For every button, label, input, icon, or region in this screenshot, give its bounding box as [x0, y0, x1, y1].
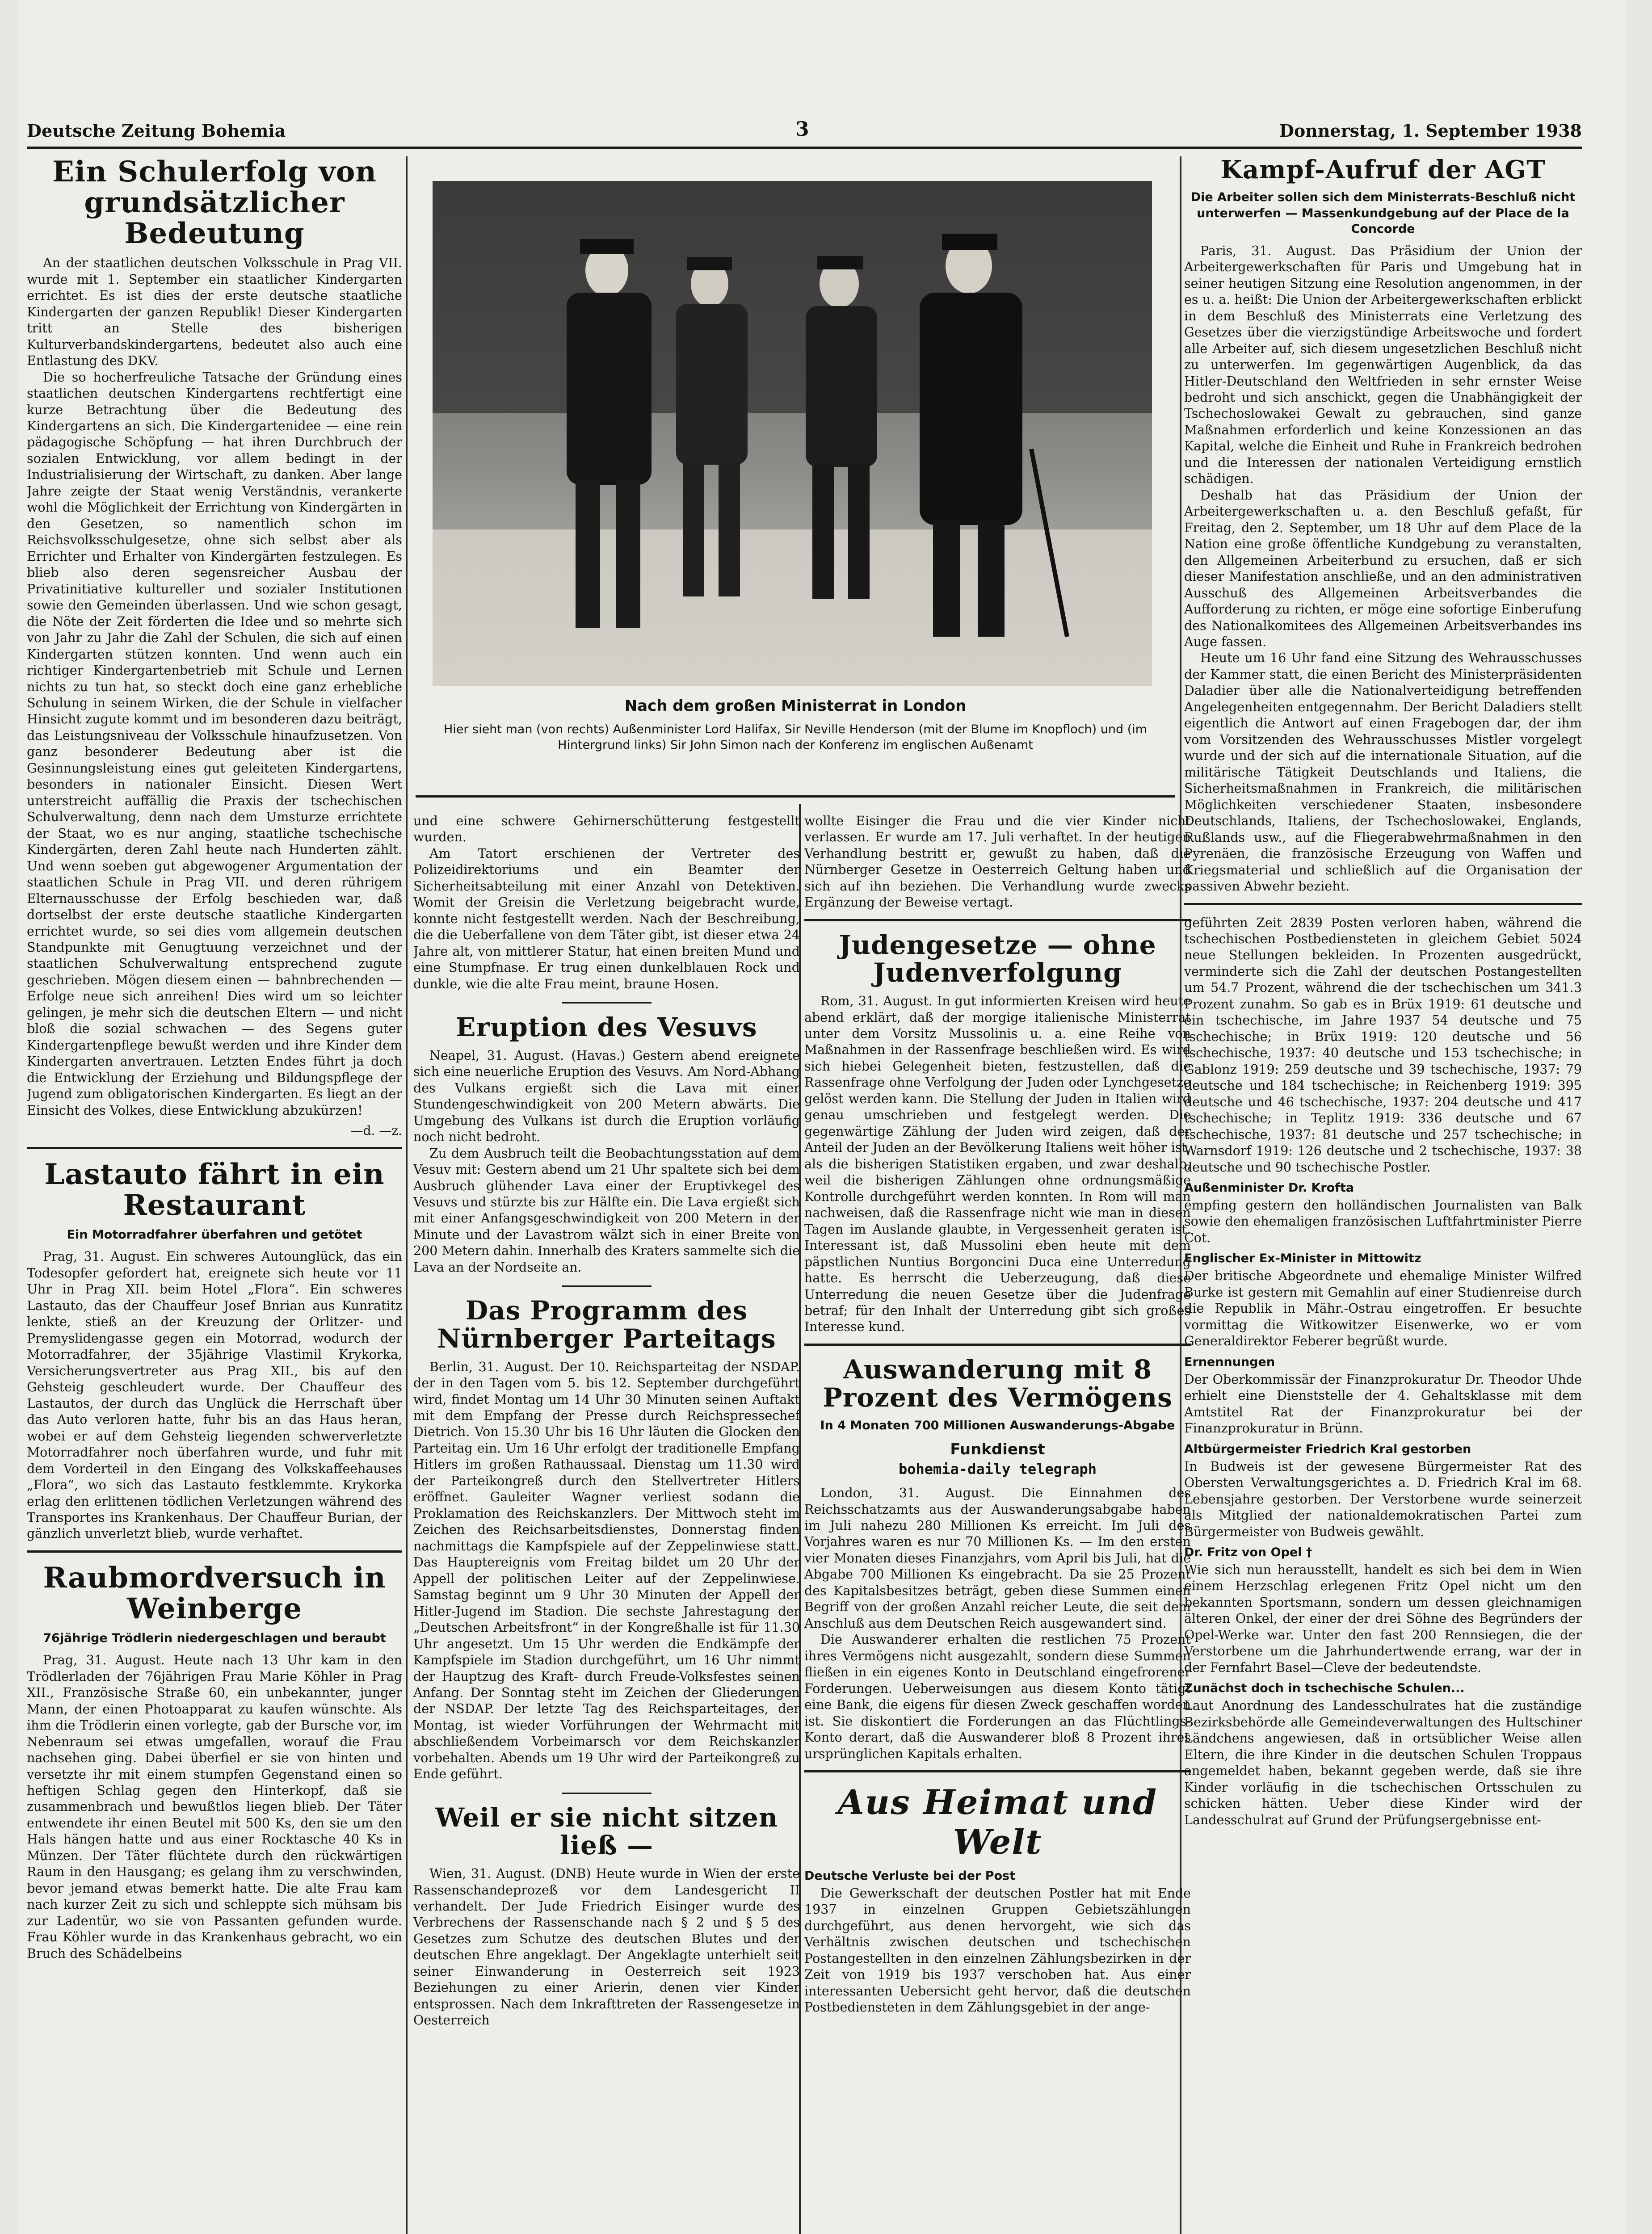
- separator: [562, 1793, 652, 1794]
- news-photo: [433, 181, 1152, 686]
- article-post-continuation: [1184, 915, 1582, 1176]
- paragraph: und eine schwere Gehirnerschütterung festgestellt wurden.: [413, 814, 800, 845]
- photo-block: [416, 163, 1175, 793]
- brief-text: In Budweis ist der gewesene Bürgermeister Rat des Obersten Verwaltungsgerichtes a. D. Friedrich Kral im 68. Lebensjahre gestorben. Der Verstorbene wurde seinerzeit als Mitglied der nationaldemokratischen Partei zum Bürgermeister von Budweis gewählt.: [1184, 1459, 1582, 1539]
- service-line-telegraph: bohemia-daily telegraph: [898, 1461, 1097, 1478]
- kicker-opel: Dr. Fritz von Opel †: [1184, 1545, 1312, 1559]
- kicker-krofta: Außenminister Dr. Krofta: [1184, 1181, 1354, 1195]
- article-raubmord: [27, 1652, 402, 1962]
- paragraph: An der staatlichen deutschen Volksschule in Prag VII. wurde mit 1. September ein staatlicher Kindergarten errichtet. Es ist dies der erste deutsche staatliche Kindergarten der ganzen Republik! Dieser Kindergarten tritt an Stelle des bisherigen Kulturverbandskindergartens, bedeutet also auch eine Entlastung des DKV.: [27, 256, 402, 369]
- article-vesuv: [413, 1048, 800, 1276]
- brief-text: empfing gestern den holländischen Journalisten van Balk sowie den ehemaligen französischen Luftfahrtminister Pierre Cot.: [1184, 1198, 1582, 1245]
- separator: [804, 1344, 1191, 1346]
- paragraph: Die Gewerkschaft der deutschen Postler hat mit Ende 1937 in einzelnen Gruppen Gebietszählungen durchgeführt, aus denen hervorgeht, wie sich das Verhältnis zwischen deutschen und tschechischen Postangestellten in den einzelnen Zählungsbezirken in der Zeit von 1919 bis 1937 verschoben hat. Aus einer interessanten Uebersicht geht hervor, daß die deutschen Postbediensteten in dem Zählungsgebiet in der ange-: [804, 1886, 1191, 2015]
- article-continuation: [804, 813, 1191, 911]
- paragraph: Deshalb hat das Präsidium der Union der Arbeitergewerkschaften u. a. den Beschluß gefaßt, für Freitag, den 2. September, um 18 Uhr auf dem Place de la Nation eine große öffentliche Kundgebung zu veranstalten, den Allgemeinen Arbeiterbund zu ersuchen, daß er sich dieser Manifestation anschließe, und an den administrativen Ausschuß des Allgemeinen Arbeitsverbandes die Aufforderung zu richten, er möge eine sofortige Einberufung des Nationalkomitees des Allgemeinen Arbeitsverbandes ins Auge fassen.: [1184, 487, 1582, 649]
- paragraph: London, 31. August. Die Einnahmen des Reichsschatzamts aus der Auswanderungsabgabe haben im Juli nahezu 280 Millionen Ks erreicht. Im Juli des Vorjahres waren es nur 70 Millionen Ks. — Im den ersten vier Monaten dieses Finanzjahrs, vom April bis Juli, hat die Abgabe 700 Millionen Ks eingebracht. Da sie 25 Prozent des Kapitalsbesitzes beträgt, geben diese Summen einen Begriff von der großen Anzahl reicher Leute, die seit dem Anschluß aus dem Deutschen Reich ausgewandert sind.: [804, 1486, 1191, 1631]
- paragraph: Rom, 31. August. In gut informierten Kreisen wird heute abend erklärt, daß der morgige italienische Ministerrat unter dem Vorsitz Mussolinis u. a. eine Reihe von Maßnahmen in der Rassenfrage beschließen wird. Es wird sich hiebei Gelegenheit bieten, festzustellen, daß die Rassenfrage ohne Verfolgung der Juden oder Lynchgesetze gelöst werden kann. Die Stellung der Juden in Italien wird genau umschrieben und festgelegt werden. Die gegenwärtige Zählung der Juden wird zeigen, daß der Anteil der Juden an der Bevölkerung Italiens weit höher ist, als die bisherigen Statistiken ergaben, und zwar deshalb, weil die bisherigen Zählungen ohne ordnungsmäßige Kontrolle durchgeführt werden konnten. In Rom will man nachweisen, daß die Rassenfrage nicht wie man in diesen Tagen im Auslande glaubte, in Vergessenheit geraten ist. Interessant ist, daß Mussolini eben heute mit dem päpstlichen Nuntius Borgoncini Duca eine Unterredung hatte. Es herrscht die Ueberzeugung, daß diese Unterredung die neuen Gesetze über die Judenfrage betraf; für den Inhalt der Unterredung gibt sich großes Interesse kund.: [804, 994, 1191, 1335]
- page-number: 3: [795, 118, 809, 141]
- column-rule: [406, 156, 408, 2234]
- separator: [416, 795, 1175, 798]
- news-brief: [1184, 1545, 1582, 1676]
- masthead: [27, 115, 1582, 149]
- paragraph: Zu dem Ausbruch teilt die Beobachtungsstation auf dem Vesuv mit: Gestern abend um 21 Uhr spaltete sich bei dem Ausbruch glühender Lava einer der Eruptivkegel des Vesuvs und stürzte bis zur Hälfte ein. Die Lava ergießt sich mit einer Anfangsgeschwindigkeit von 200 Metern in der Minute und der Lavastrom wälzt sich in einer Breite von 200 Metern dahin. Innerhalb des Kraters sammelte sich die Lava an der Nordseite an.: [413, 1146, 800, 1275]
- section-heading-heimat-welt: Aus Heimat und Welt: [837, 1782, 1158, 1862]
- article-kampfaufruf: [1184, 243, 1582, 895]
- separator: [1184, 903, 1582, 905]
- photo-illustration: [433, 181, 1152, 686]
- headline-auswanderung: Auswanderung mit 8 Prozent des Vermögens: [823, 1354, 1173, 1413]
- column-4: [1184, 156, 1582, 2234]
- headline-schulerfolg: Ein Schulerfolg von grundsätzlicher Bedeutung: [52, 156, 377, 251]
- article-judengesetze: [804, 993, 1191, 1335]
- separator: [804, 919, 1191, 921]
- separator: [562, 1285, 652, 1287]
- headline-vesuv: Eruption des Vesuvs: [456, 1012, 757, 1043]
- subhead-lastauto: Ein Motorradfahrer überfahren und getötet: [67, 1228, 362, 1242]
- paragraph: Am Tatort erschienen der Vertreter des Polizeidirektoriums und ein Beamter der Sicherheitsabteilung mit einer Anzahl von Detektiven. Womit der Greisin die Verletzung beigebracht wurde, konnte nicht festgestellt werden. Nach der Beschreibung, die die Ueberfallene von dem Täter gibt, ist dieser etwa 24 Jahre alt, von mittlerer Statur, hat einen breiten Mund und eine Stumpfnase. Er trug einen dunkelblauen Rock und dunkle, wie die alte Frau meint, braune Hosen.: [413, 846, 800, 991]
- kicker-kral: Altbürgermeister Friedrich Kral gestorben: [1184, 1442, 1471, 1456]
- separator: [27, 1147, 402, 1149]
- headline-eisinger: Weil er sie nicht sitzen ließ —: [435, 1802, 778, 1861]
- article-auswanderung: [804, 1485, 1191, 1762]
- article-post: [804, 1885, 1191, 2016]
- news-brief: [1184, 1181, 1582, 1246]
- issue-date: Donnerstag, 1. September 1938: [1279, 121, 1582, 141]
- paragraph: Wien, 31. August. (DNB) Heute wurde in Wien der erste Rassenschandeprozeß vor dem Landesgericht II verhandelt. Der Jude Friedrich Eisinger wurde des Verbrechens der Rassenschande nach § 2 und § 5 des Gesetzes zum Schutze des deutschen Blutes und der deutschen Ehre angeklagt. Der Angeklagte unterhielt seit seiner Einwanderung in Oesterreich seit 1923 Beziehungen zu einer Arierin, denen vier Kinder entsprossen. Nach dem Inkrafttreten der Rassengesetze in Oesterreich: [413, 1866, 800, 2028]
- paragraph: wollte Eisinger die Frau und die vier Kinder nicht verlassen. Er wurde am 17. Juli verhaftet. In der heutigen Verhandlung bestritt er, gewußt zu haben, daß die Nürnberger Gesetze in Oesterreich Geltung haben und sich auf ihn beziehen. Die Verhandlung wurde zwecks Ergänzung der Beweise vertagt.: [804, 814, 1191, 910]
- paragraph: Heute um 16 Uhr fand eine Sitzung des Wehrausschusses der Kammer statt, die einen Bericht des Ministerpräsidenten Daladier über alle die Nationalverteidigung betreffenden Angelegenheiten entgegennahm. Der Bericht Daladiers stellt eigentlich die Antwort auf einen Fragebogen dar, der ihm vom Vorsitzenden des Wehrausschusses Mistler vorgelegt wurde und der sich auf die internationale Situation, auf die militärische Tätigkeit Deutschlands und Italiens, die Sicherheitsmaßnahmen in Frankreich, die militärischen Möglichkeiten verschiedener Staaten, insbesondere Deutschlands, Italiens, der Tschechoslowakei, Englands, Rußlands usw., auf die Fliegerabwehrmaßnahmen in den Pyrenäen, die französische Erzeugung von Waffen und Kriegsmaterial und schließlich auf die Organisation der passiven Abwehr bezieht.: [1184, 651, 1582, 894]
- article-eisinger: [413, 1866, 800, 2029]
- subhead-kampfaufruf: Die Arbeiter sollen sich dem Ministerrats-Beschluß nicht unterwerfen — Massenkundgebung auf der Place de la Concorde: [1190, 190, 1576, 236]
- headline-raubmord: Raubmordversuch in Weinberge: [43, 1561, 386, 1626]
- paragraph: Prag, 31. August. Heute nach 13 Uhr kam in den Trödlerladen der 76jährigen Frau Marie Köhler in Prag XII., Französische Straße 60, ein unbekannter, junger Mann, der einen Photoapparat zu kaufen wünschte. Als ihm die Trödlerin einen vorlegte, gab der Bursche vor, im Nebenraum sei etwas umgefallen, worauf die Frau nachsehen ging. Dabei überfiel er sie von hinten und versetzte ihr mit einem stumpfen Gegenstand einen so heftigen Schlag gegen den Hinterkopf, daß sie zusammenbrach und bewußtlos liegen blieb. Der Täter entwendete ihr einen Beutel mit 500 Ks, den sie um den Hals hängen hatte und aus einer Rocktasche 40 Ks in Münzen. Der Täter flüchtete durch den rückwärtigen Raum in den Hausgang; es gelang ihm zu verschwinden, bevor jemand etwas bemerkt hatte. Die alte Frau kam nach kurzer Zeit zu sich und schleppte sich mühsam bis zur Ladentür, wo sie von Passanten gefunden wurde. Frau Köhler wurde in das Krankenhaus gebracht, wo ein Bruch des Schädelbeins: [27, 1653, 402, 1961]
- subhead-auswanderung: In 4 Monaten 700 Millionen Auswanderungs-Abgabe: [820, 1419, 1175, 1433]
- column-1: [27, 156, 402, 2234]
- news-brief: [1184, 1681, 1582, 1828]
- brief-text: Laut Anordnung des Landesschulrates hat die zuständige Bezirksbehörde alle Gemeindeverwaltungen des Hultschiner Ländchens angewiesen, daß in ortsüblicher Weise allen Eltern, die ihre Kinder in die deutschen Schulen Troppaus angemeldet haben, bekannt gegeben werde, daß sie ihre Kinder vorläufig in die tschechischen Ortsschulen zu schicken hätten. Ueber diese Kinder wird der Landesschulrat auf Grund der Prüfungsergebnisse ent-: [1184, 1698, 1582, 1827]
- newspaper-name: Deutsche Zeitung Bohemia: [27, 121, 286, 141]
- article-schulerfolg: [27, 255, 402, 1119]
- paragraph: Neapel, 31. August. (Havas.) Gestern abend ereignete sich eine neuerliche Eruption des Vesuvs. Am Nord-Abhang des Vulkans ergießt sich die Lava mit einer Stundengeschwindigkeit von 200 Metern abwärts. Die Umgebung des Vulkans ist durch die Eruption vorläufig noch nicht bedroht.: [413, 1048, 800, 1145]
- news-brief: [1184, 1442, 1582, 1540]
- kicker-schulen: Zunächst doch in tschechische Schulen...: [1184, 1681, 1465, 1696]
- brief-text: Wie sich nun herausstellt, handelt es sich bei dem in Wien einem Herzschlag erlegenen Fritz Opel nicht um den bekannten Sportsmann, sondern um dessen gleichnamigen älteren Onkel, der einer der drei Söhne des Begründers der Opel-Werke war. Unter den fast 200 Rennsiegen, die der Verstorbene um die Jahrhundertwende errang, war der in der Fernfahrt Basel—Cleve der bedeutendste.: [1184, 1562, 1582, 1675]
- paragraph: geführten Zeit 2839 Posten verloren haben, während die tschechischen Postbediensteten in gleichem Gebiet 5024 neue Stellungen bekleiden. In Prozenten ausgedrückt, verminderte sich die Zahl der deutschen Postangestellten um 54.7 Prozent, während die der tschechischen um 341.3 Prozent zunahm. So gab es in Brüx 1919: 61 deutsche und ein tschechische, im Jahre 1937 54 deutsche und 75 tschechische; in Brüx 1919: 120 deutsche und 56 tschechische, 1937: 40 deutsche und 153 tschechische; in Gablonz 1919: 259 deutsche und 39 tschechische, 1937: 79 deutsche und 184 tschechische; in Reichenberg 1919: 395 deutsche und 46 tschechische, 1937: 204 deutsche und 417 tschechische; in Teplitz 1919: 336 deutsche und 67 tschechische, 1937: 81 deutsche und 257 tschechische; in Warnsdorf 1919: 126 deutsche und 2 tschechische, 1937: 38 deutsche und 90 tschechische Postler.: [1184, 915, 1582, 1175]
- separator: [804, 1770, 1191, 1772]
- headline-judengesetze: Judengesetze — ohne Judenverfolgung: [839, 929, 1156, 988]
- column-2: [413, 813, 800, 2234]
- separator: [27, 1550, 402, 1553]
- headline-lastauto: Lastauto fährt in ein Restaurant: [44, 1158, 385, 1222]
- news-brief: [1184, 1355, 1582, 1437]
- kicker-post: Deutsche Verluste bei der Post: [804, 1869, 1016, 1883]
- service-line-funkdienst: Funkdienst: [950, 1440, 1045, 1459]
- separator: [562, 1002, 652, 1004]
- paragraph: Prag, 31. August. Ein schweres Autounglück, das ein Todesopfer gefordert hat, ereignete sich heute vor 11 Uhr in Prag XII. beim Hotel „Flora“. Ein schweres Lastauto, das der Chauffeur Josef Bnrian aus Kunratitz lenkte, stieß an der Kreuzung der Orlitzer- und Premyslidengasse gegen ein Motorrad, wodurch der Motorradfahrer, der 35jährige Vlastimil Krykorka, Versicherungsvertreter aus Prag XII., bis auf den Gehsteig geschleudert wurde. Der Chauffeur des Lastautos, der durch das Unglück die Herrschaft über das Auto verloren hatte, fuhr bis an das Haus heran, wobei er auf dem Gehsteig liegenden schwerverletzte Motorradfahrer noch überfahren wurde, und fuhr mit dem Vorderteil in den Eingang des Volkskaffeehauses „Flora“, wo sich das Lastauto festklemmte. Krykorka erlag den erlittenen tödlichen Verletzungen während des Transportes ins Krankenhaus. Der Chauffeur Burian, der gänzlich unverletzt blieb, wurde verhaftet.: [27, 1249, 402, 1541]
- subhead-raubmord: 76jährige Trödlerin niedergeschlagen und beraubt: [43, 1631, 386, 1646]
- photo-caption: Hier sieht man (von rechts) Außenminister Lord Halifax, Sir Neville Henderson (mit der Blume im Knopfloch) und (im Hintergrund links) Sir John Simon nach der Konferenz im englischen Außenamt: [443, 722, 1148, 752]
- news-brief: [1184, 1251, 1582, 1349]
- paragraph: Die so hocherfreuliche Tatsache der Gründung eines staatlichen deutschen Kindergartens rechtfertigt eine kurze Betrachtung über die Bedeutung des Kindergartens an sich. Die Kindergartenidee — eine rein pädagogische Schöpfung — hat ihren Durchbruch der sozialen Entwicklung, vor allem bedingt in der Industrialisierung der Wirtschaft, zu danken. Aber lange Jahre zeigte der Staat wenig Verständnis, verankerte wohl die Möglichkeit der Errichtung von Kindergärten in den Gesetzen, so namentlich schon im Reichsvolksschulgesetze, ohne sich selbst aber als Errichter und Erhalter von Kindergärten festzulegen. Es blieb also deren segensreicher Ausbau der Privatinitiative kultureller und sozialer Institutionen sowie den Gemeinden überlassen. Und wie schon gesagt, die Nöte der Zeit förderten die Idee und so mehrte sich von Jahr zu Jahr die Zahl der Schulen, die sich auf einen Kindergarten stützen konnten. Und wenn auch ein richtiger Kindergartenbetrieb mit Schule und Lernen nichts zu tun hat, so steckt doch eine ganz erhebliche Schulung in seinem Wirken, die der Schule in vielfacher Hinsicht zugute kommt und im besonderen dazu beiträgt, das Leistungsniveau der Volksschule hinaufzusetzen. Von ganz besonderer Bedeutung aber ist die Gesinnungsleistung eines gut geleiteten Kindergartens, besonders in nationaler Einsicht. Diesen Wert unterstreicht auffällig die Praxis der tschechischen Schulverwaltung, denn nach dem Umsturze errichtete der Staat, wo es nur anging, staatliche tschechische Kindergärten, deren Zahl heute nach Hunderten zählt. Und wenn soeben gut abgewogener Argumentation der staatlichen Schule in Prag VII. und deren rührigem Elternausschusse der Erfolg beschieden war, daß dortselbst der erste deutsche staatliche Kindergarten errichtet wurde, so sei dies vom allgemein deutschen Standpunkte mit Genugtuung verzeichnet und der staatlichen Schulverwaltung entsprechend zugute geschrieben. Mögen diesem einen — bahnbrechenden — Erfolge neue sich anreihen! Dies wird um so leichter gelingen, je mehr sich die deutschen Eltern — und nicht bloß die sozial schwachen — des Segens guter Kindergartenpflege bewußt werden und ihre Kinder dem Kindergarten anvertrauen. Letzten Endes führt ja doch die Entwicklung der Erziehung und Bildungspflege der Jugend zum obligatorischen Kindergarten. Es liegt an der Einsicht des Volkes, diese Entwicklung abzukürzen!: [27, 370, 402, 1118]
- headline-kampfaufruf: Kampf-Aufruf der AGT: [1220, 156, 1546, 185]
- article-signature: —d. —z.: [350, 1123, 402, 1138]
- kicker-ex-minister: Englischer Ex-Minister in Mittowitz: [1184, 1251, 1421, 1266]
- paragraph: Berlin, 31. August. Der 10. Reichsparteitag der NSDAP. der in den Tagen vom 5. bis 12. September durchgeführt wird, findet Montag um 14 Uhr 30 Minuten seinen Auftakt mit dem Empfang der Presse durch Reichspressechef Dietrich. Von 15.30 Uhr bis 16 Uhr läuten die Glocken den Parteitag ein. Um 16 Uhr erfolgt der traditionelle Empfang Hitlers im großen Rathaussaal. Dienstag um 11.30 wird der Parteikongreß durch den Stellvertreter Hitlers eröffnet. Gauleiter Wagner verliest sodann die Proklamation des Reichskanzlers. Der Mittwoch steht im Zeichen des Reichsarbeitsdienstes, Donnerstag finden nachmittags die Kampfspiele auf der Zeppelinwiese statt. Das Hauptereignis vom Freitag bildet um 20 Uhr der Appell der politischen Leiter auf der Zeppelinwiese. Samstag beginnt um 9 Uhr 30 Minuten der Appell der Hitler-Jugend im Stadion. Die sechste Jahrestagung der „Deutschen Arbeitsfront“ in der Kongreßhalle ist für 11.30 Uhr angesetzt. Um 15 Uhr werden die Endkämpfe der Kampfspiele im Stadion durchgeführt, um 16 Uhr nimmt der Hauptzug des Kraft- durch Freude-Volksfestes seinen Anfang. Der Sonntag steht im Zeichen der Gliederungen der NSDAP. Der letzte Tag des Reichsparteitages, der Montag, ist wieder Vorführungen der Wehrmacht mit abschließendem Vorbeimarsch vor dem Reichskanzler vorbehalten. Abends um 19 Uhr wird der Parteikongreß zu Ende geführt.: [413, 1359, 800, 1782]
- column-3: [804, 813, 1191, 2234]
- photo-title: Nach dem großen Ministerrat in London: [624, 697, 967, 715]
- kicker-ernennungen: Ernennungen: [1184, 1355, 1275, 1369]
- article-continuation: [413, 813, 800, 992]
- headline-parteitag: Das Programm des Nürnberger Parteitags: [437, 1295, 776, 1354]
- article-lastauto: [27, 1249, 402, 1542]
- paragraph: Paris, 31. August. Das Präsidium der Union der Arbeitergewerkschaften für Paris und Umgebung hat in seiner heutigen Sitzung eine Resolution angenommen, in der es u. a. heißt: Die Union der Arbeitergewerkschaften erblickt in dem Beschluß des Ministerrats eine Verletzung des Gesetzes über die vierzigstündige Arbeitswoche und fordert alle Arbeiter auf, sich diesem ungesetzlichen Beschluß nicht zu unterwerfen. Im gegenwärtigen Augenblick, da das Hitler-Deutschland den Weltfrieden in sehr ernster Weise bedroht und sich anschickt, gegen die Unabhängigkeit der Tschechoslowakei Gewalt zu gebrauchen, sind ganze Maßnahmen erforderlich und keine Konzessionen an das Kapital, welche die Einheit und Ruhe in Frankreich bedrohen und die Interessen der nationalen Verteidigung ernstlich schädigen.: [1184, 243, 1582, 487]
- article-parteitag: [413, 1359, 800, 1783]
- paragraph: Die Auswanderer erhalten die restlichen 75 Prozent ihres Vermögens nicht ausgezahlt, sondern diese Summen fließen in ein eigenes Konto in Deutschland eingefrorener Forderungen. Ueberweisungen aus diesem Konto tätigt eine Bank, die eigens für diesen Zweck geschaffen worden ist. Sie diskontiert die Forderungen an das Flüchtlings-Konto derart, daß die Auswanderer bloß 8 Prozent ihres ursprünglichen Kapitals erhalten.: [804, 1632, 1191, 1761]
- brief-text: Der Oberkommissär der Finanzprokuratur Dr. Theodor Uhde erhielt eine Dienststelle der 4. Gehaltsklasse mit dem Amtstitel Rat der Finanzprokuratur bei der Finanzprokuratur in Brünn.: [1184, 1372, 1582, 1436]
- brief-text: Der britische Abgeordnete und ehemalige Minister Wilfred Burke ist gestern mit Gemahlin auf einer Studienreise durch die Republik in Mähr.-Ostrau eingetroffen. Er besuchte vormittag die Witkowitzer Eisenwerke, wo er vom Generaldirektor Feberer begrüßt wurde.: [1184, 1268, 1582, 1349]
